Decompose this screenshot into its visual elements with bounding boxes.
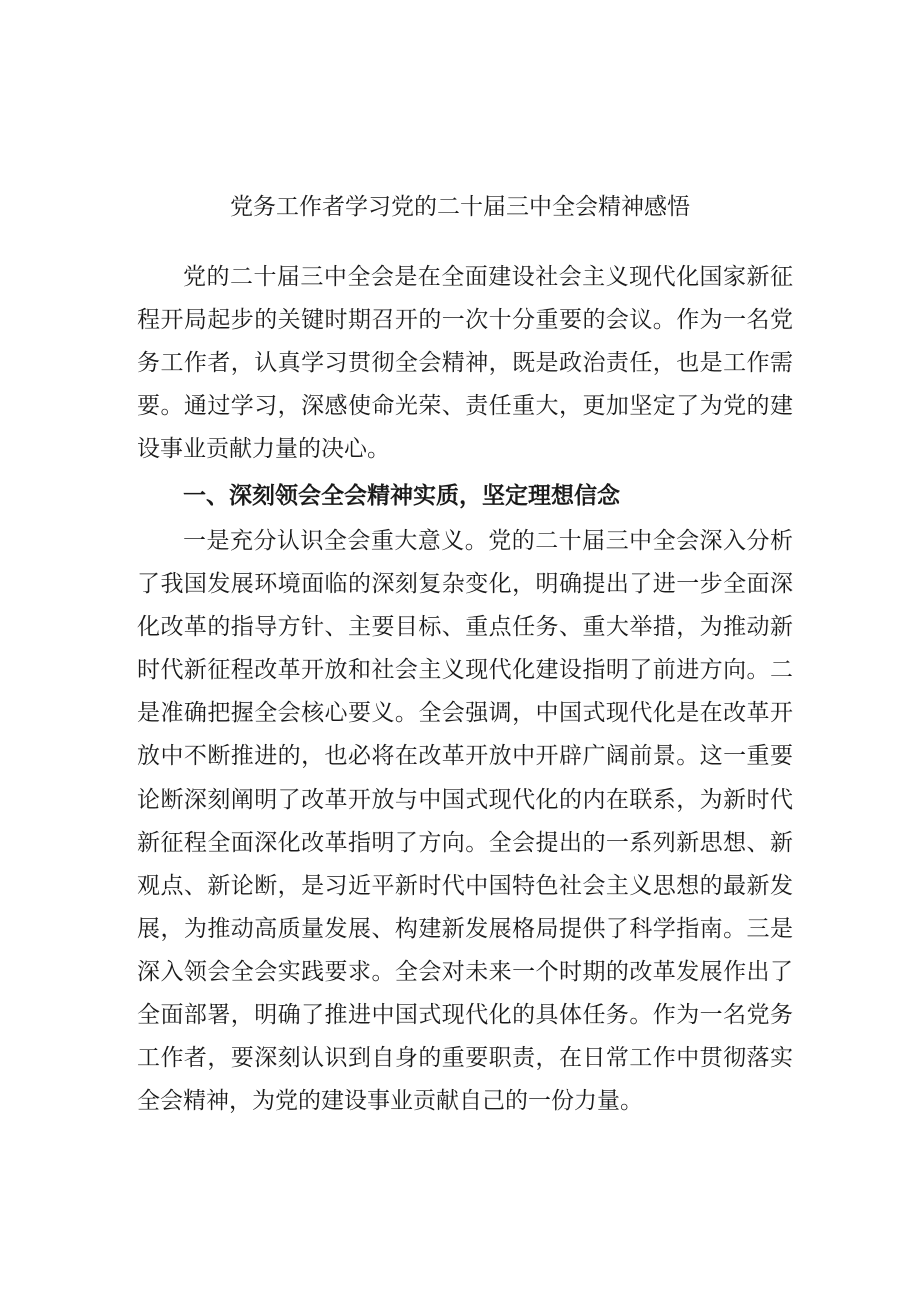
section-1-paragraph: 一是充分认识全会重大意义。党的二十届三中全会深入分析了我国发展环境面临的深刻复杂变化，明确提出了进一步全面深化改革的指导方针、主要目标、重点任务、重大举措，为推动新时代新征程改革开放和社会主义现代化建设指明了前进方向。二是准确把握全会核心要义。全会强调，中国式现代化是在改革开放中不断推进的，也必将在改革开放中开辟广阔前景。这一重要论断深刻阐明了改革开放与中国式现代化的内在联系，为新时代新征程全面深化改革指明了方向。全会提出的一系列新思想、新观点、新论断，是习近平新时代中国特色社会主义思想的最新发展，为推动高质量发展、构建新发展格局提供了科学指南。三是深入领会全会实践要求。全会对未来一个时期的改革发展作出了全面部署，明确了推进中国式现代化的具体任务。作为一名党务工作者，要深刻认识到自身的重要职责，在日常工作中贯彻落实全会精神，为党的建设事业贡献自己的一份力量。 (137, 528, 793, 1115)
section-heading-1: 一、深刻领会全会精神实质，坚定理想信念 (183, 483, 620, 509)
intro-paragraph: 党的二十届三中全会是在全面建设社会主义现代化国家新征程开局起步的关键时期召开的一次十分重要的会议。作为一名党务工作者，认真学习贯彻全会精神，既是政治责任，也是工作需要。通过学习，深感使命光荣、责任重大，更加坚定了为党的建设事业贡献力量的决心。 (137, 264, 793, 463)
document-title: 党务工作者学习党的二十届三中全会精神感悟 (230, 194, 690, 221)
intro-block (137, 256, 793, 471)
section-1-block (137, 520, 793, 1123)
